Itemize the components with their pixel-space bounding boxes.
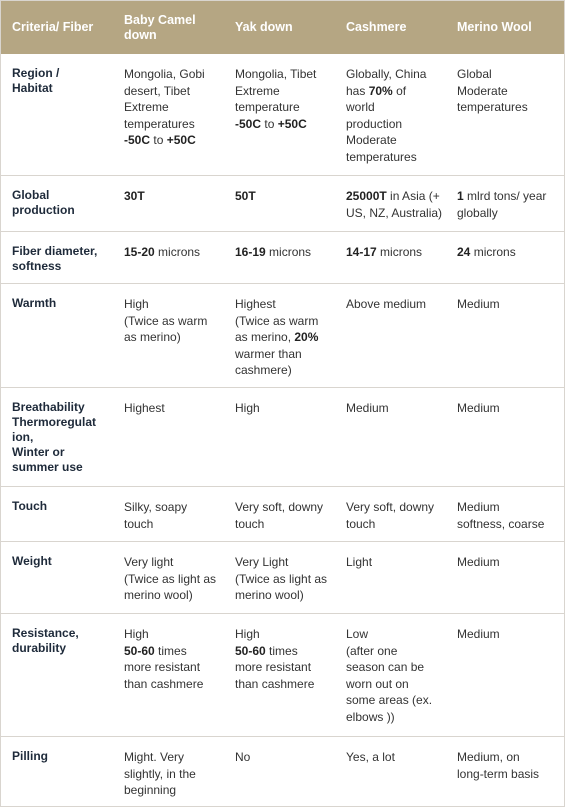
cell-baby-camel: Highest — [124, 401, 165, 415]
row-label: Pilling — [12, 749, 48, 763]
cell-yak: 16-19 microns — [235, 245, 312, 259]
row-label: Resistance, durability — [12, 626, 79, 655]
cell-merino: Medium — [457, 297, 500, 311]
cell-yak: Mongolia, Tibet Extreme temperature -50C to +50C — [235, 67, 317, 131]
cell-baby-camel: 15-20 microns — [124, 245, 201, 259]
row-label: Weight — [12, 554, 52, 568]
cell-yak: No — [235, 750, 251, 764]
cell-cashmere: Low (after one season can be worn out on some areas (ex. elbows )) — [346, 627, 433, 724]
table-row — [1, 487, 564, 542]
cell-yak: Highest (Twice as warm as merino, 20% warmer than cashmere) — [235, 297, 319, 377]
cell-baby-camel: Very light (Twice as light as merino wool) — [124, 555, 217, 602]
cell-cashmere: Medium — [346, 401, 389, 415]
header-merino: Merino Wool — [457, 20, 532, 34]
cell-cashmere: Very soft, downy touch — [346, 500, 435, 531]
table-row — [1, 284, 564, 388]
table-row — [1, 614, 564, 737]
cell-cashmere: Above medium — [346, 297, 427, 311]
cell-merino: 1 mlrd tons/ year globally — [457, 189, 547, 220]
cell-cashmere: Globally, China has 70% of world production Moderate temperatures — [346, 67, 427, 164]
cell-merino: Medium, on long-term basis — [457, 750, 540, 781]
cell-baby-camel: High 50-60 times more resistant than cashmere — [124, 627, 204, 691]
header-baby-camel: Baby Camel down — [124, 12, 196, 42]
table-row — [1, 542, 564, 614]
cell-yak: High 50-60 times more resistant than cashmere — [235, 627, 315, 691]
cell-cashmere: Light — [346, 555, 373, 569]
row-label: Global production — [12, 188, 75, 217]
header-criteria: Criteria/ Fiber — [12, 20, 94, 34]
row-label: Fiber diameter, softness — [12, 244, 98, 273]
table-row — [1, 737, 564, 807]
row-label: Touch — [12, 499, 48, 513]
cell-cashmere: Yes, a lot — [346, 750, 395, 764]
table-row — [1, 176, 564, 232]
cell-merino: Global Moderate temperatures — [457, 67, 528, 114]
header-yak: Yak down — [235, 20, 293, 34]
cell-merino: Medium softness, coarse — [457, 500, 545, 531]
table-row — [1, 232, 564, 284]
table-row — [1, 388, 564, 487]
cell-baby-camel: Might. Very slightly, in the beginning — [124, 750, 196, 797]
cell-baby-camel: High (Twice as warm as merino) — [124, 297, 208, 344]
cell-merino: Medium — [457, 555, 500, 569]
row-label: Warmth — [12, 296, 57, 310]
cell-cashmere: 25000T in Asia (+ US, NZ, Australia) — [346, 189, 443, 220]
cell-baby-camel: 30T — [124, 189, 145, 203]
row-label: Region / Habitat — [12, 66, 60, 95]
cell-yak: 50T — [235, 189, 256, 203]
row-label: Breathability Thermoregulat ion, Winter or summer use — [12, 400, 97, 474]
cell-merino: Medium — [457, 627, 500, 641]
cell-cashmere: 14-17 microns — [346, 245, 423, 259]
cell-yak: Very Light (Twice as light as merino wool) — [235, 555, 328, 602]
cell-yak: Very soft, downy touch — [235, 500, 324, 531]
cell-merino: Medium — [457, 401, 500, 415]
header-cashmere: Cashmere — [346, 20, 407, 34]
table-row — [1, 54, 564, 176]
cell-baby-camel: Silky, soapy touch — [124, 500, 188, 531]
table-header-row — [1, 1, 564, 54]
cell-baby-camel: Mongolia, Gobi desert, Tibet Extreme temperatures -50C to +50C — [124, 67, 205, 147]
cell-yak: High — [235, 401, 260, 415]
cell-merino: 24 microns — [457, 245, 516, 259]
